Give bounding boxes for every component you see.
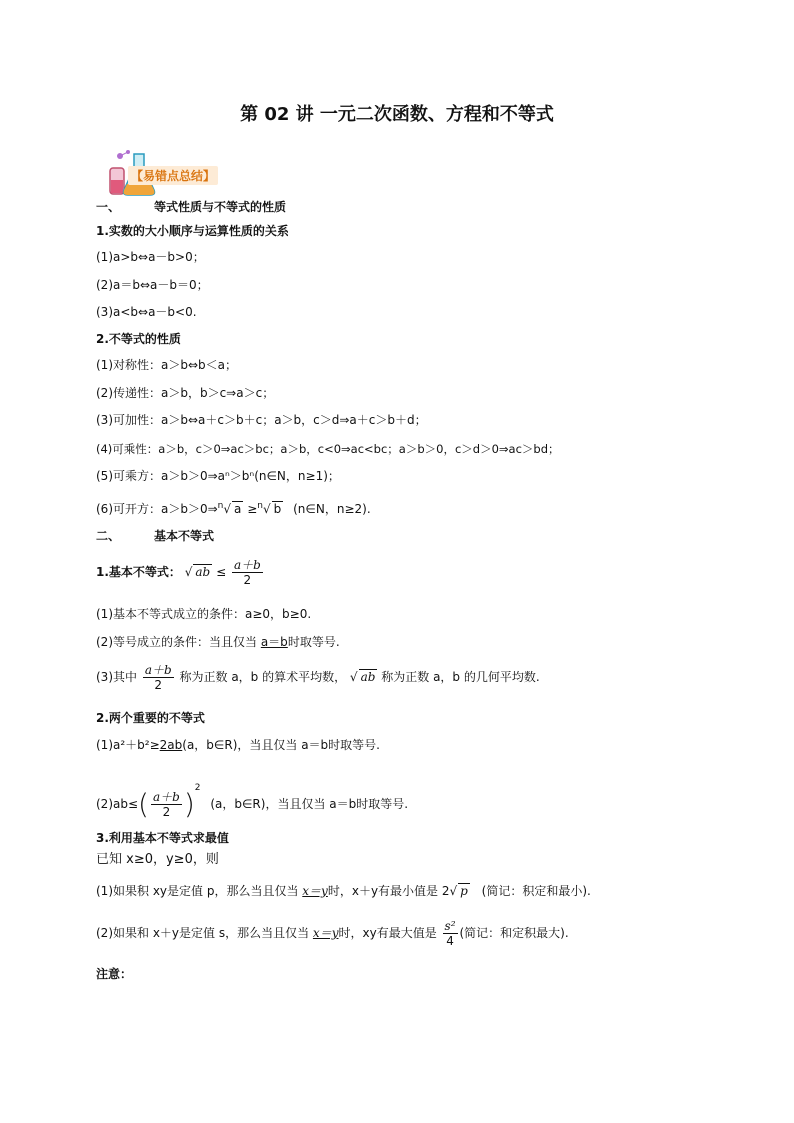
- text-line: (3)可加性：a＞b⇔a＋c＞b＋c；a＞b，c＞d⇒a＋c＞b＋d；: [96, 413, 427, 427]
- text-line: (1)基本不等式成立的条件：a≥0，b≥0.: [96, 607, 312, 621]
- text-line: (3)a<b⇔a－b<0.: [96, 305, 197, 319]
- page-title: 第 02 讲 一元二次函数、方程和不等式: [240, 104, 554, 125]
- text-line: (2)a＝b⇔a－b＝0；: [96, 278, 209, 292]
- text-line: (1)如果积 xy是定值 p，那么当且仅当 x＝y时，x＋y有最小值是 2√ p (简记：积定和最小).: [96, 884, 591, 898]
- summary-badge: 【易错点总结】: [128, 166, 218, 185]
- note-label: 注意：: [96, 967, 133, 981]
- text-line: (2)ab≤( $\frac{a+b}{2}$ )$^2$ (a，b∈R)，当且仅当 a＝b时取等号.: [96, 783, 409, 821]
- text-line: (2)如果和 x＋y是定值 s，那么当且仅当 x＝y时，xy有最大值是 $\frac{\text{s²}}{4}$ (简记：和定积最大).: [96, 919, 569, 948]
- text-line: (1)对称性：a＞b⇔b＜a；: [96, 358, 237, 372]
- text-line: (6)可开方：a＞b＞0⇒$^n$√ a ≥$^n$√ b (n∈N，n≥2).: [96, 501, 371, 516]
- text-line: (1)a²＋b²≥2ab(a，b∈R)，当且仅当 a＝b时取等号.: [96, 738, 380, 752]
- text-line: (5)可乘方：a＞b＞0⇒aⁿ＞bⁿ(n∈N，n≥1)；: [96, 469, 340, 483]
- heading-properties: 2.不等式的性质: [96, 332, 181, 346]
- text-line: (2)传递性：a＞b，b＞c⇒a＞c；: [96, 386, 275, 400]
- section-heading-2: 二、 基本不等式: [96, 529, 215, 543]
- basic-inequality: 1.基本不等式： √ ab ≤ $\frac{a+b}{2}$: [96, 558, 261, 587]
- text-line: (3)其中 $\frac{a+b}{2}$ 称为正数 a，b 的算术平均数， √ ab 称为正数 a，b 的几何平均数.: [96, 663, 540, 692]
- heading-two-inequalities: 2.两个重要的不等式: [96, 711, 205, 725]
- text-line: (1)a>b⇔a－b>0；: [96, 250, 205, 264]
- heading-extremum: 3.利用基本不等式求最值: [96, 831, 229, 845]
- section-heading-1: 一、 等式性质与不等式的性质: [96, 200, 287, 214]
- text-line: 已知 x≥0，y≥0，则: [96, 852, 219, 867]
- text-line: (4)可乘性：a＞b，c＞0⇒ac＞bc；a＞b，c<0⇒ac<bc；a＞b＞0，c＞d＞0⇒ac＞bd；: [96, 442, 560, 456]
- heading-real-order: 1.实数的大小顺序与运算性质的关系: [96, 224, 289, 238]
- text-line: (2)等号成立的条件：当且仅当 a＝b时取等号.: [96, 635, 340, 649]
